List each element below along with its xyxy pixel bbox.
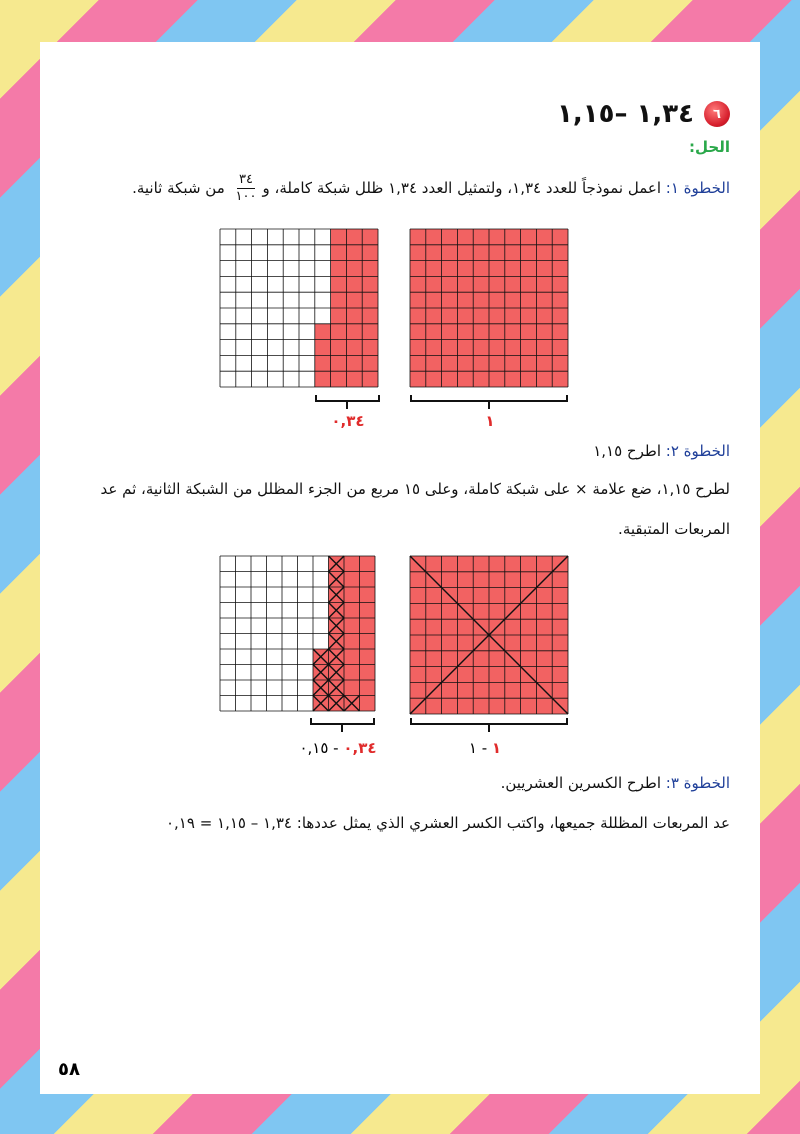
full-grid-crossed (410, 556, 568, 714)
step1-label: الخطوة ١: (665, 179, 730, 197)
brace-part (311, 718, 374, 732)
partial-grid (220, 229, 378, 387)
step3-text: اطرح الكسرين العشريين. (500, 774, 666, 792)
figure1-grids (215, 225, 585, 425)
fraction-34-100 (236, 172, 257, 205)
step1-text-after: من شبكة ثانية. (132, 179, 230, 197)
full-grid (410, 229, 568, 387)
step1-line (70, 172, 730, 205)
solution-label: الحل: (689, 138, 730, 156)
fraction-numerator: ٣٤ (239, 172, 253, 187)
partial-grid-crossed (220, 556, 375, 711)
step1-text-before: اعمل نموذجاً للعدد ١,٣٤، ولتمثيل العدد ١,٣٤ ظلل شبكة كاملة، و (262, 179, 666, 197)
step2-text: اطرح ١,١٥ (593, 442, 666, 460)
step2-line (70, 436, 730, 466)
brace-whole (411, 718, 567, 732)
figure2-label-whole (425, 739, 545, 757)
figure1-label-part: ٠,٣٤ (331, 412, 365, 430)
step2-paragraph-line2: المربعات المتبقية. (618, 520, 730, 538)
step3-line (70, 768, 730, 798)
step3-paragraph: عد المربعات المظللة جميعها، واكتب الكسر العشري الذي يمثل عددها: ١,٣٤ – ١,١٥ = ٠,١٩ (165, 814, 730, 832)
figure2-grids (215, 552, 585, 752)
step3-label: الخطوة ٣: (665, 774, 730, 792)
page-number: ٥٨ (58, 1059, 80, 1080)
figure2-part-black: - ٠,١٥ (299, 739, 344, 757)
figure2-whole-black: - ١ (468, 739, 492, 757)
figure1 (215, 225, 585, 429)
problem-expression: ١,٣٤ –١,١٥ (556, 99, 694, 129)
problem-number-badge: ٦ (704, 101, 730, 127)
figure2-whole-red: ١ (491, 739, 502, 757)
figure1-label-whole: ١ (485, 412, 495, 430)
fraction-denominator: ١٠٠ (235, 189, 257, 204)
step2-label: الخطوة ٢: (665, 442, 730, 460)
brace-whole (411, 395, 567, 409)
figure2-label-part (278, 739, 398, 757)
step2-paragraph-line1: لطرح ١,١٥، ضع علامة × على شبكة كاملة، وعلى ١٥ مربع من الجزء المظلل من الشبكة الثانية، ثم عد (100, 480, 730, 498)
problem-title (557, 94, 730, 134)
page (40, 42, 760, 1094)
figure2 (215, 552, 585, 756)
figure2-part-red: ٠,٣٤ (343, 739, 377, 757)
brace-part (316, 395, 379, 409)
